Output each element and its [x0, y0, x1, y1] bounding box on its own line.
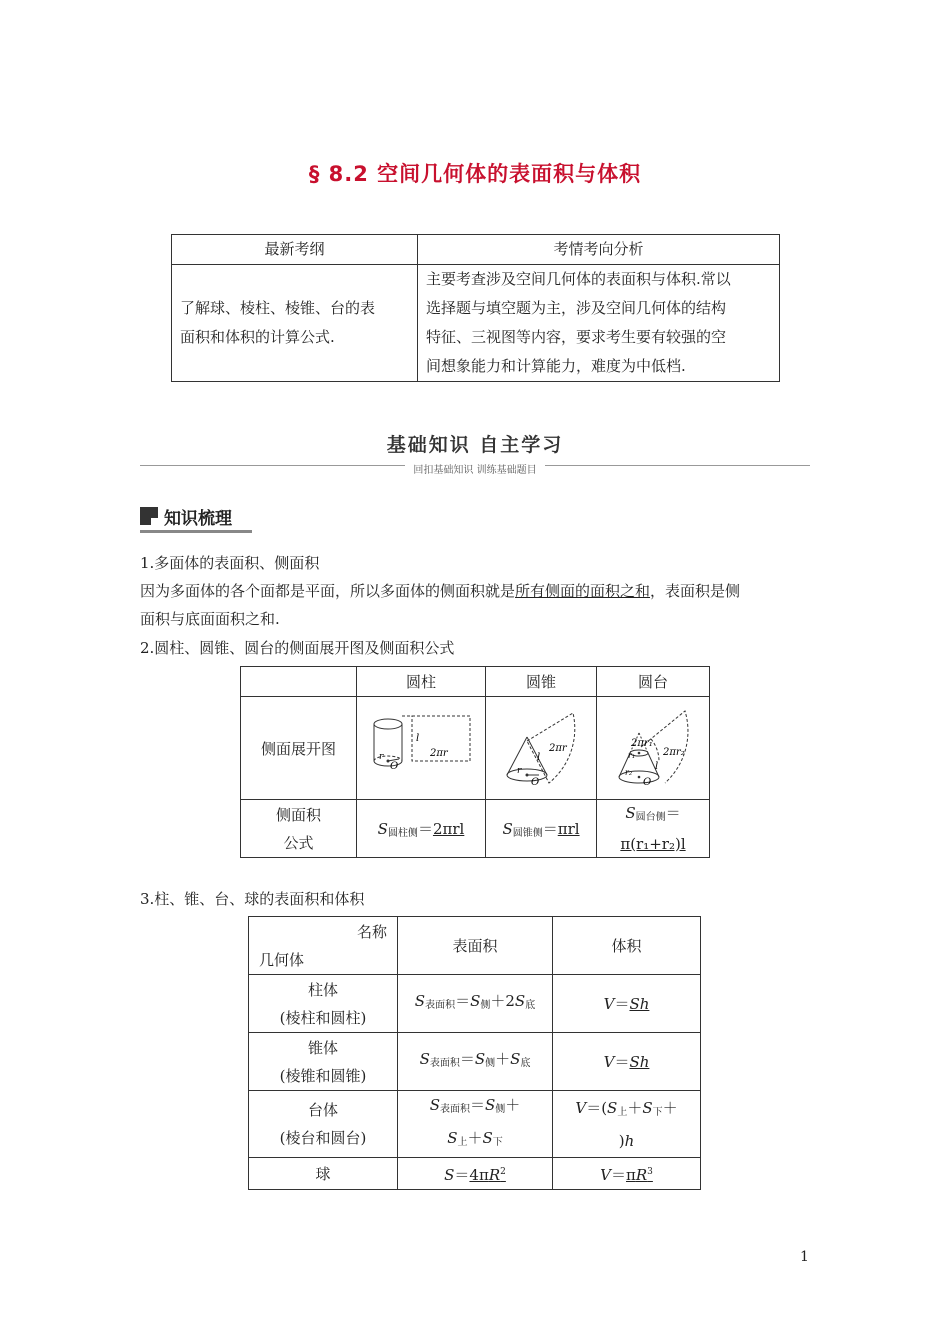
surface-formula: $S_{表面积}=S_侧+2S_底$ [398, 975, 553, 1033]
text-line: 特征、三视图等内容，要求考生要有较强的空 [426, 328, 727, 346]
svg-text:r₂: r₂ [625, 768, 633, 777]
diagonal-header-cell [249, 917, 398, 975]
knowledge-badge [140, 503, 232, 529]
section-title: 基础知识 自主学习 [386, 434, 564, 456]
row-label: 侧面展开图 [241, 697, 357, 800]
svg-text:l: l [537, 752, 541, 763]
badge-underline [140, 530, 252, 533]
frustum-diagram [601, 705, 705, 787]
svg-text:r: r [517, 766, 522, 776]
syllabus-cell [172, 265, 418, 382]
cone-diagram [491, 705, 591, 787]
text-line: 间想象能力和计算能力，难度为中低档. [426, 357, 686, 375]
col-header: 圆台 [597, 667, 710, 697]
svg-text:O: O [643, 777, 652, 787]
svg-text:l: l [416, 733, 420, 744]
row-label: 侧面积 公式 [241, 800, 357, 858]
syllabus-table [171, 234, 780, 382]
item3-heading: 3.柱、锥、台、球的表面积和体积 [140, 890, 365, 908]
text-line: 了解球、棱柱、棱锥、台的表 [180, 299, 376, 317]
table-header: 最新考纲 [172, 235, 418, 265]
answer-blank: 2πrl [432, 820, 465, 838]
lateral-area-table [240, 666, 710, 858]
page-title: § 8.2 空间几何体的表面积与体积 [308, 162, 642, 186]
row-label: 球 [249, 1158, 398, 1190]
text-line: 面积和体积的计算公式. [180, 328, 335, 346]
svg-text:O: O [390, 761, 399, 772]
svg-text:2πr: 2πr [430, 748, 448, 759]
frustum-formula: $S_{圆台侧}=$ π(r₁+r₂)l [597, 800, 710, 858]
item1-line1: 因为多面体的各个面都是平面，所以多面体的侧面积就是所有侧面的面积之和，表面积是侧 [140, 582, 741, 600]
col-header: 圆柱 [357, 667, 486, 697]
svg-text:2πr₂: 2πr₂ [663, 747, 685, 758]
analysis-cell [418, 265, 780, 382]
text-line: 选择题与填空题为主，涉及空间几何体的结构 [426, 299, 727, 317]
answer-blank: π(r₁+r₂)l [620, 835, 686, 853]
svg-text:2πr: 2πr [549, 743, 567, 754]
cone-formula: $S_{圆锥侧}=\pi rl$ [486, 800, 597, 858]
col-header: 体积 [553, 917, 701, 975]
col-header: 圆锥 [486, 667, 597, 697]
svg-text:O: O [531, 777, 540, 787]
item1-heading: 1.多面体的表面积、侧面积 [140, 554, 320, 572]
volume-formula: V＝Sh [553, 975, 701, 1033]
header-body: 几何体 [259, 950, 305, 969]
volume-formula: $V=\pi R^3$ [553, 1158, 701, 1190]
svg-text:l: l [655, 761, 659, 772]
surface-formula: $S_{表面积}=S_侧+$ $S_上+S_下$ [398, 1091, 553, 1158]
svg-text:2πr₁: 2πr₁ [631, 738, 653, 749]
frustum-net-figure [597, 697, 710, 800]
surface-volume-table [248, 916, 701, 1190]
volume-formula: V＝Sh [553, 1033, 701, 1091]
row-label: 锥体 (棱锥和圆锥) [249, 1033, 398, 1091]
svg-text:r: r [379, 752, 384, 762]
text-line: 主要考查涉及空间几何体的表面积与体积.常以 [426, 270, 731, 288]
page-number: 1 [800, 1249, 809, 1265]
corner-cell [241, 667, 357, 697]
cylinder-net-figure [357, 697, 486, 800]
surface-formula: $S_{表面积}=S_侧+S_底$ [398, 1033, 553, 1091]
row-label: 柱体 (棱柱和圆柱) [249, 975, 398, 1033]
badge-label: 知识梳理 [164, 508, 232, 529]
cylinder-diagram [366, 711, 476, 781]
cylinder-formula: $S_{圆柱侧}=2\pi rl$ [357, 800, 486, 858]
square-icon [140, 507, 158, 525]
col-header: 表面积 [398, 917, 553, 975]
header-name: 名称 [356, 922, 387, 941]
cone-net-figure [486, 697, 597, 800]
answer-blank: 所有侧面的面积之和 [515, 582, 651, 600]
table-header: 考情考向分析 [418, 235, 780, 265]
svg-text:r₁: r₁ [628, 751, 636, 760]
row-label: 台体 (棱台和圆台) [249, 1091, 398, 1158]
section-subtitle: 回扣基础知识 训练基础题目 [0, 461, 950, 476]
volume-formula: $V=(S_上+S_下+$ )h [553, 1091, 701, 1158]
answer-blank: πrl [557, 820, 580, 838]
surface-formula: $S=4\pi R^2$ [398, 1158, 553, 1190]
item2-heading: 2.圆柱、圆锥、圆台的侧面展开图及侧面积公式 [140, 639, 455, 657]
item1-line2: 面积与底面面积之和. [140, 610, 280, 628]
